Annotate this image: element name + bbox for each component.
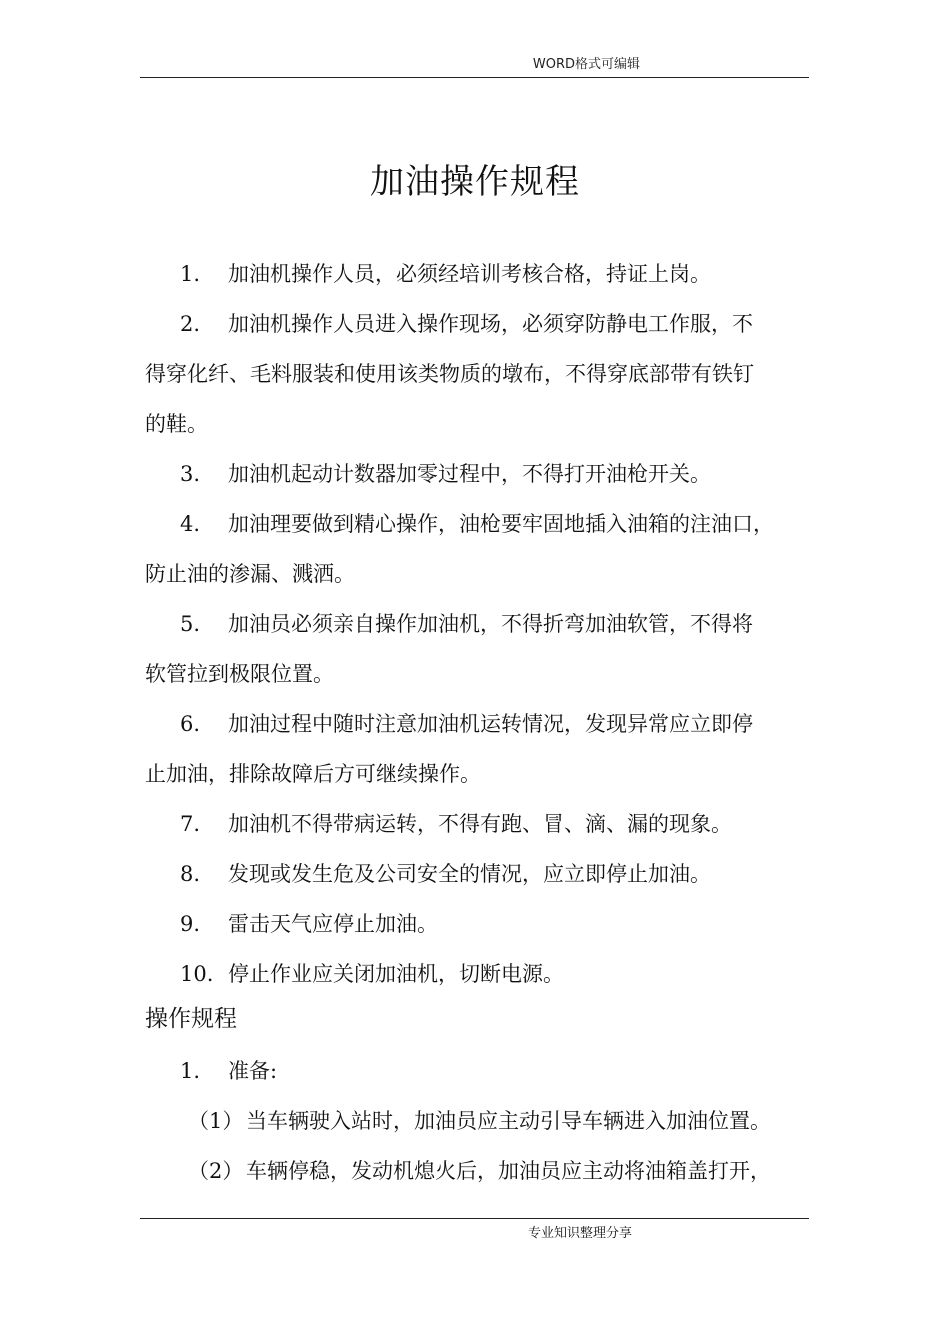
rule-text: 加油员必须亲自操作加油机，不得折弯加油软管，不得将	[228, 612, 753, 636]
rule-text-continuation: 止加油，排除故障后方可继续操作。	[145, 762, 481, 786]
rule-number: 8.	[180, 862, 201, 886]
substep-number: （2）	[188, 1159, 244, 1183]
rule-number: 5.	[180, 612, 201, 636]
substep-number: （1）	[188, 1109, 244, 1133]
rule-text-continuation: 软管拉到极限位置。	[145, 662, 334, 686]
rule-number: 6.	[180, 712, 201, 736]
step-text: 准备:	[228, 1059, 278, 1083]
rule-text-continuation: 得穿化纤、毛料服装和使用该类物质的墩布，不得穿底部带有铁钉	[145, 362, 754, 386]
step-item-1	[180, 1046, 809, 1096]
rule-item-10	[180, 949, 809, 999]
rule-number: 7.	[180, 812, 201, 836]
rule-text: 加油机操作人员进入操作现场，必须穿防静电工作服，不	[228, 312, 753, 336]
rule-item-5	[180, 599, 809, 649]
page-header: WORD格式可编辑	[532, 57, 640, 72]
rule-text: 加油理要做到精心操作，油枪要牢固地插入油箱的注油口，	[228, 512, 774, 536]
rule-item-1	[180, 249, 809, 299]
rule-item-7	[180, 799, 809, 849]
substep-text: 车辆停稳，发动机熄火后，加油员应主动将油箱盖打开，	[246, 1159, 771, 1183]
header-divider	[140, 77, 809, 78]
rule-item-9	[180, 899, 809, 949]
rule-number: 2.	[180, 312, 201, 336]
rule-number: 4.	[180, 512, 201, 536]
rule-item-8	[180, 849, 809, 899]
rule-text: 停止作业应关闭加油机，切断电源。	[228, 962, 564, 986]
substep-item-1	[188, 1096, 809, 1146]
step-number: 1.	[180, 1059, 201, 1083]
rule-item-2	[180, 299, 809, 349]
rule-item-6	[180, 699, 809, 749]
section-heading: 操作规程	[145, 1006, 237, 1032]
rule-number: 9.	[180, 912, 201, 936]
rule-text: 加油机操作人员，必须经培训考核合格，持证上岗。	[228, 262, 711, 286]
document-title: 加油操作规程	[370, 162, 580, 202]
rule-number: 10.	[180, 962, 214, 986]
footer-divider	[140, 1218, 809, 1219]
rule-text: 加油机起动计数器加零过程中，不得打开油枪开关。	[228, 462, 711, 486]
rule-text: 加油过程中随时注意加油机运转情况，发现异常应立即停	[228, 712, 753, 736]
substep-text: 当车辆驶入站时，加油员应主动引导车辆进入加油位置。	[246, 1109, 771, 1133]
rule-text: 发现或发生危及公司安全的情况，应立即停止加油。	[228, 862, 711, 886]
rule-item-3	[180, 449, 809, 499]
rule-item-4	[180, 499, 809, 549]
rule-text-continuation: 的鞋。	[145, 412, 208, 436]
page-footer: 专业知识整理分享	[527, 1226, 632, 1241]
rule-number: 3.	[180, 462, 201, 486]
rule-number: 1.	[180, 262, 201, 286]
rule-text: 雷击天气应停止加油。	[228, 912, 438, 936]
rule-text: 加油机不得带病运转，不得有跑、冒、滴、漏的现象。	[228, 812, 732, 836]
substep-item-2	[188, 1146, 809, 1196]
rule-text-continuation: 防止油的渗漏、溅洒。	[145, 562, 355, 586]
